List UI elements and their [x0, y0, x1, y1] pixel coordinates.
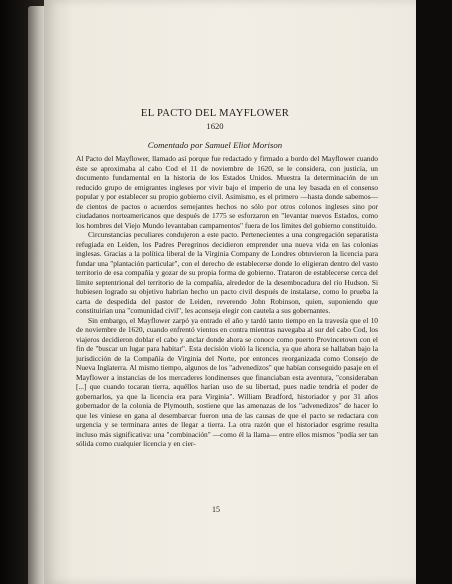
paragraph-1: Al Pacto del Mayflower, llamado así porque fue redactado y firmado a bordo del Mayflower cuando éste se aproximaba al cabo Cod el 11 de noviembre de 1620, se le considera, con justicia, un documento fundamental en la historia de los Estados Unidos. Muestra la determinación de un reducido grupo de emigrantes ingleses por vivir bajo el imperio de una ley basada en el consenso popular y por establecer su propio gobierno civil. Asimismo, es el primero —hasta donde sabemos— de cientos de pactos o acuerdos semejantes hechos no sólo por otros colonos ingleses sino por ciudadanos norteamericanos que después de 1775 se esforzaron en "levantar nuevos Estados, como los hombres del Viejo Mundo levantaban campamentos" fuera de los límites del gobierno constituido. [76, 154, 378, 230]
document-year: 1620 [206, 121, 224, 131]
document-title: EL PACTO DEL MAYFLOWER [140, 108, 290, 119]
body-text [76, 154, 378, 449]
document-byline: Comentado por Samuel Eliot Morison [147, 140, 283, 150]
paragraph-3: Sin embargo, el Mayflower zarpó ya entrado el año y tardó tanto tiempo en la travesía que el 10 de noviembre de 1620, cuando enfrentó vientos en contra mientras navegaba al sur del cabo Cod, los viajeros decidieron doblar el cabo y anclar donde ahora se conoce como puerto Provincetown con el fin de "buscar un lugar para habitar". Esta decisión violó la licencia, ya que ahora se hallaban bajo la jurisdicción de la Compañía de Virginia del Norte, por entonces reorganizada como Consejo de Nueva Inglaterra. Al mismo tiempo, algunos de los "advenedizos" que habían conseguido pasaje en el Mayflower a instancias de los mercaderes londinenses que financiaban esta aventura, "consideraban [...] que cuando tocaran tierra, aquéllos harían uso de su libertad, pues nadie tendría el poder de gobernarlos, ya que la licencia era para Virginia". William Bradford, historiador y por 31 años gobernador de la colonia de Plymouth, sostiene que las amenazas de los "advenedizos" de hacer lo que les viniese en gana al desembarcar fueron una de las causas de que el pacto se redactara con urgencia y se terminara antes de llegar a tierra. La otra razón que el historiador esgrime resulta incluso más significativa: una "combinación" —como él la llama— entre ellos mismos "podía ser tan sólida como cualquier licencia y en cier- [76, 315, 378, 448]
background-right [416, 0, 452, 584]
page-number: 15 [212, 505, 220, 514]
paragraph-2: Circunstancias peculiares condujeron a este pacto. Pertenecientes a una congregación separatista refugiada en Leiden, los Padres Peregrinos decidieron emprender una nueva vida en las colonias inglesas. Gracias a la política liberal de la Virginia Company de Londres obtuvieron la licencia para fundar una "plantación particular", con el derecho de establecerse donde lo eligieran dentro del vasto territorio de esa compañía y gozar de su propia forma de gobierno. Trataron de establecerse cerca del límite septentrional del territorio de la compañía, alrededor de la desembocadura del río Hudson. Si hubiesen logrado su objetivo habrían hecho un pacto civil después de instalarse, como lo prueba la carta de despedida del pastor de Leiden, reverendo John Robinson, quien, suponiendo que constituirían una "comunidad civil", les aconseja elegir con cautela a sus gobernantes. [76, 230, 378, 315]
